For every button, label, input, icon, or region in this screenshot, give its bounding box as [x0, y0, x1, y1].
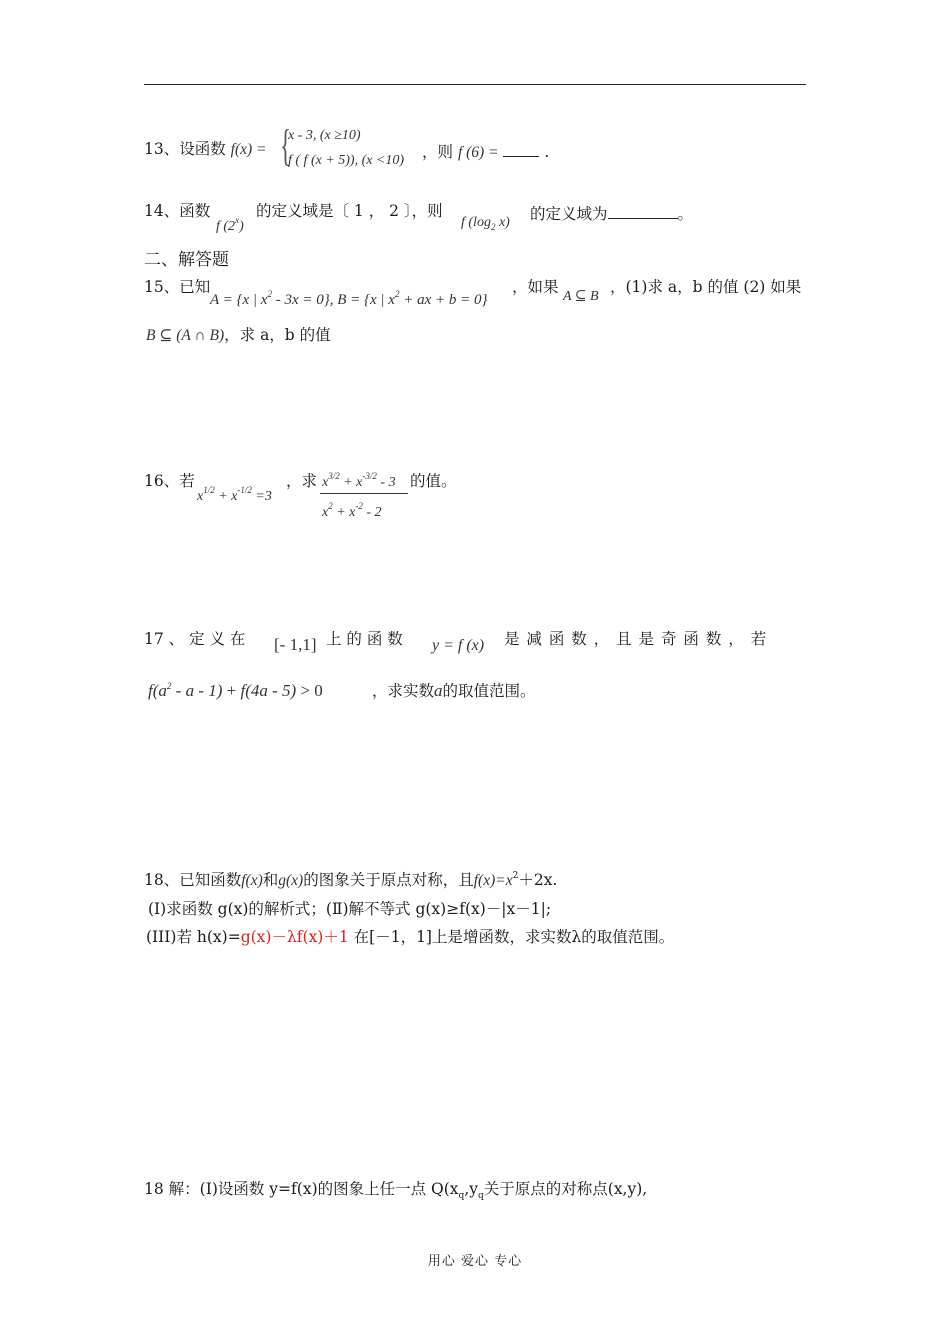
- q16-num-end: - 3: [376, 475, 396, 490]
- header-rule: [144, 84, 806, 85]
- question-13: [144, 142, 267, 158]
- q15-text-2: ，(1)求 a，b 的值 (2) 如果: [610, 278, 802, 296]
- q15-line2-text: ，求 a，b 的值: [224, 326, 331, 344]
- q15-set-b-text: B = {x | x: [337, 292, 395, 308]
- q16-den-sup-1: 2: [328, 501, 333, 511]
- q15-label: 15、已知: [144, 278, 211, 296]
- q17-t3: ，求实数: [372, 682, 435, 700]
- q16-num-x: x: [322, 475, 329, 490]
- answer-sub-2: q: [478, 1191, 484, 1201]
- q14-f1-close: ): [239, 219, 244, 234]
- q17-ineq-f2: f: [240, 681, 246, 700]
- q17-ineq-gt: > 0: [296, 681, 323, 700]
- q18-l3-a: (III)若 h(x)=: [146, 928, 241, 946]
- q13-ask: f (6) =: [457, 144, 499, 161]
- q15-text-1: ，如果: [512, 278, 559, 296]
- q15-set-a: [210, 290, 488, 308]
- q18-l1-g: g(x): [278, 872, 304, 889]
- q15-subset: A ⊆ B: [563, 289, 599, 304]
- q16-numerator: [322, 472, 396, 490]
- answer-mid: ,y: [464, 1180, 478, 1198]
- q14-f1-text: f (2: [216, 219, 236, 234]
- q17-ineq-plus: +: [222, 681, 241, 700]
- q18-l1-c: 的图象关于原点对称，且: [303, 871, 474, 889]
- q14-text-1: 的定义域是〔 1 ， 2 〕，则: [256, 202, 443, 220]
- q16-text-1: ，求: [286, 472, 318, 490]
- page-footer: 用心 爱心 专心: [427, 1254, 523, 1269]
- q16-den-sup-2: -2: [355, 501, 363, 511]
- q15-set-b-sup: 2: [394, 289, 400, 299]
- q18-l1-a: 18、已知函数: [144, 871, 242, 889]
- q16-text-2: 的值。: [410, 472, 457, 490]
- q13-case-2: f ( f (x + 5)), (x <10): [288, 153, 405, 168]
- q14-f2: [461, 216, 510, 232]
- q14-answer-blank: [608, 204, 678, 219]
- q17-inequality: [148, 682, 323, 700]
- q17-ineq-a1-rest: - a - 1): [171, 681, 223, 700]
- q17-label: 17 、 定 义 在: [144, 630, 246, 648]
- q17-t4: 的取值范围。: [442, 682, 536, 700]
- q17-var: a: [434, 681, 443, 700]
- q17-text-1: 上 的 函 数: [326, 630, 403, 648]
- q17-ineq-a1: (a: [152, 681, 167, 700]
- q16-cond-b-sup: -1/2: [237, 485, 252, 495]
- answer-end: 关于原点的对称点(x,y),: [483, 1180, 648, 1198]
- q14-f2-close: x): [495, 215, 510, 230]
- q14-f1: [216, 216, 244, 234]
- question-14: [144, 204, 210, 220]
- q13-answer-blank: [503, 142, 539, 157]
- q18-line-1: [144, 872, 557, 889]
- q16-cond-eq: =3: [251, 489, 272, 504]
- q17-function: y = f (x): [432, 637, 485, 654]
- q13-tail: [422, 142, 549, 161]
- q18-l3-b: 在[－1，1]上是增函数，求实数λ的取值范围。: [348, 928, 675, 946]
- q18-l3-red: g(x)－λf(x)＋1: [240, 928, 349, 946]
- q13-label: 13、设函数: [144, 140, 226, 158]
- q16-num-sup-1: 3/2: [328, 471, 340, 481]
- q14-t2: 的定义域为: [530, 205, 608, 223]
- q14-end: 。: [677, 205, 694, 223]
- q15-set-a-text: A = {x | x: [210, 292, 268, 308]
- q14-label: 14、函数: [144, 202, 211, 220]
- q18-l1-sup: 2: [512, 871, 519, 881]
- q15-set-a-rest: - 3x = 0},: [271, 292, 334, 308]
- q18-l1-f: f(x): [241, 872, 263, 889]
- q18-l1-eq: f(x)=x: [473, 872, 513, 889]
- section-title: 二、解答题: [144, 250, 229, 270]
- q16-den-x: x: [322, 505, 329, 520]
- q16-num-mid: + x: [339, 475, 363, 490]
- q16-denominator: [322, 502, 382, 520]
- q13-mid-text: ，则: [422, 143, 454, 161]
- q16-den-mid: + x: [332, 505, 356, 520]
- q16-cond-plus: + x: [214, 489, 238, 504]
- q14-f2-text: f (log: [461, 215, 491, 230]
- q16-cond-a: x: [197, 489, 204, 504]
- q14-text-2: [530, 204, 693, 223]
- q18-l1-b: 和: [262, 871, 279, 889]
- q18-l1-end: ＋2x.: [518, 871, 558, 889]
- q18-line-2: (Ⅰ)求函数 g(x)的解析式；(Ⅱ)解不等式 g(x)≥f(x)－|x－1|;: [148, 900, 552, 918]
- q16-cond-a-sup: 1/2: [203, 485, 215, 495]
- q17-interval: [- 1,1]: [274, 635, 317, 654]
- q13-brace: {: [280, 121, 291, 170]
- q13-end: .: [544, 143, 550, 161]
- q17-ineq-f1: f: [148, 681, 153, 700]
- answer-line: [144, 1182, 647, 1201]
- q13-case-1: x - 3, (x ≥10): [288, 128, 361, 143]
- q15-set-a-sup: 2: [267, 289, 272, 299]
- q13-lhs: f(x) =: [230, 141, 267, 158]
- q16-fraction-bar: [320, 493, 408, 494]
- q16-den-end: - 2: [362, 505, 382, 520]
- q14-f1-sup: x: [235, 215, 240, 225]
- q15-line-2: [146, 328, 331, 344]
- q16-label: 16、若: [144, 472, 195, 490]
- q18-line-3: [146, 930, 674, 946]
- q17-ineq-a1-sup: 2: [166, 681, 172, 691]
- q15-line2-math: B ⊆ (A ∩ B): [146, 327, 225, 344]
- q16-num-sup-2: -3/2: [362, 471, 377, 481]
- q17-ineq-a2: (4a - 5): [245, 681, 297, 700]
- answer-sub-1: q: [458, 1191, 465, 1201]
- q14-f2-sub: 2: [490, 222, 496, 232]
- q17-text-2: 是 减 函 数 ， 且 是 奇 函 数 ， 若: [504, 630, 767, 648]
- answer-text: 18 解：(Ⅰ)设函数 y=f(x)的图象上任一点 Q(x: [144, 1180, 459, 1198]
- q15-set-b-rest: + ax + b = 0}: [399, 292, 488, 308]
- q16-condition: [197, 486, 272, 504]
- q17-line-2: [372, 682, 536, 700]
